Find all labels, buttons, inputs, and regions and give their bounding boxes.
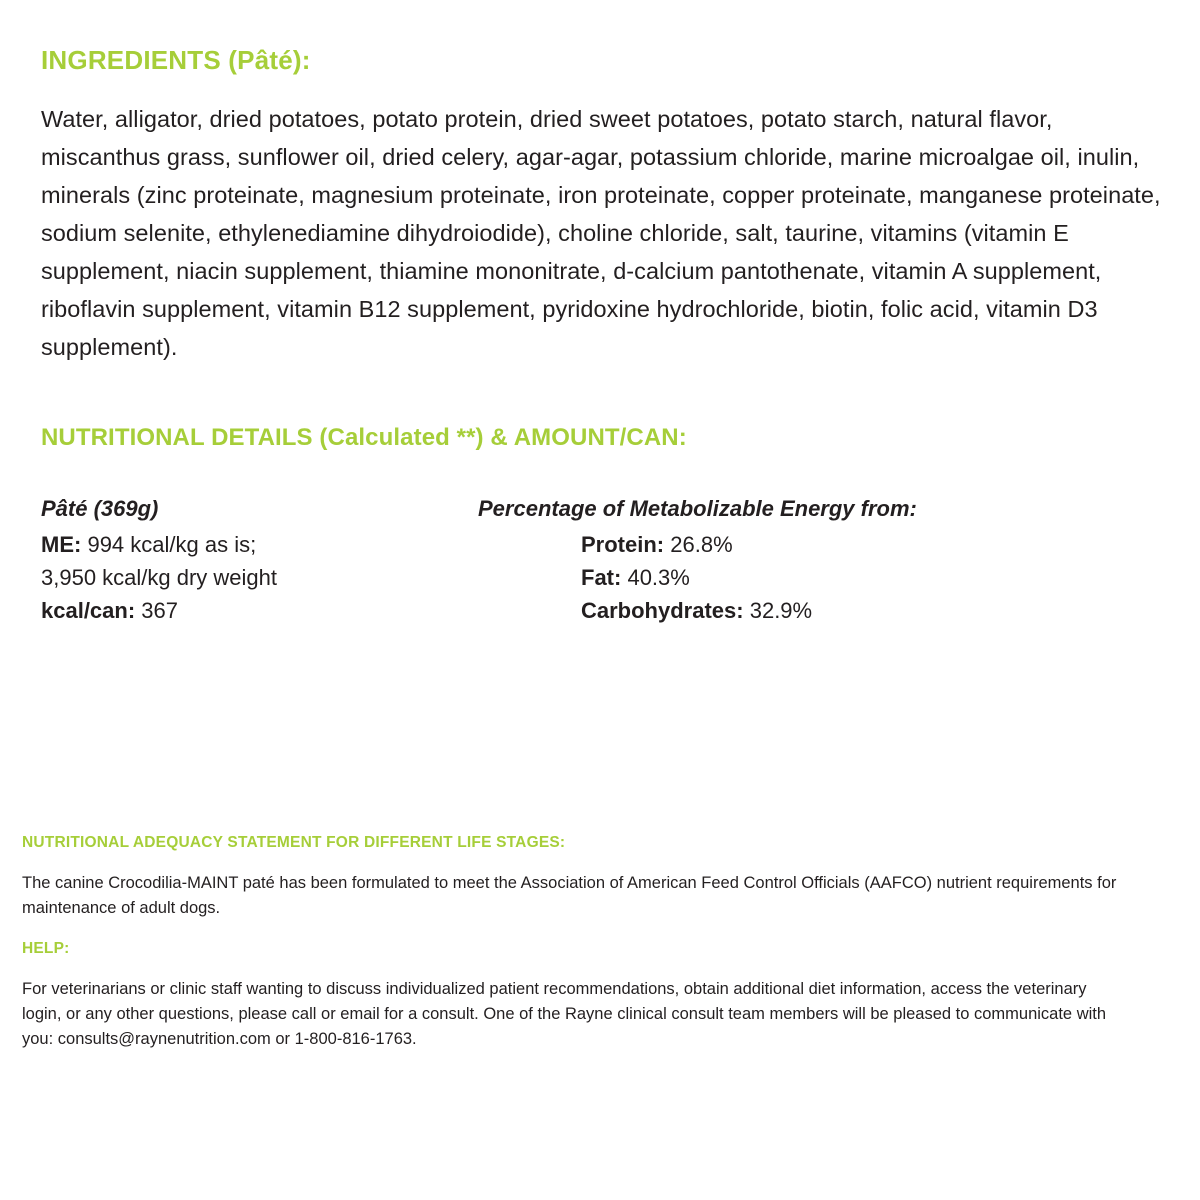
protein-label: Protein: [581,532,665,557]
nutrition-right-column [478,492,1176,627]
pate-weight-title: Pâté (369g) [41,496,159,521]
nutritional-details-section [41,422,1176,627]
kcal-per-can-line [41,594,478,627]
me-dry-weight-line: 3,950 kcal/kg dry weight [41,565,278,590]
me-line [41,528,478,561]
fat-label: Fat: [581,565,622,590]
ingredients-section [41,44,1176,389]
protein-line [478,528,1176,561]
kcal-per-can-value: 367 [141,598,179,623]
nutritional-details-heading: NUTRITIONAL DETAILS (Calculated **) & AMOUNT/CAN: [41,424,687,451]
help-heading: HELP: [22,940,70,957]
ingredients-heading: INGREDIENTS (Pâté): [41,45,311,75]
carbohydrates-value: 32.9% [749,598,813,623]
nutrition-left-column [41,492,478,627]
kcal-per-can-label: kcal/can: [41,598,136,623]
carbohydrates-line [478,594,1176,627]
nutritional-adequacy-section [22,832,1127,937]
fat-line [478,561,1176,594]
metabolizable-energy-title: Percentage of Metabolizable Energy from: [478,496,917,521]
carbohydrates-label: Carbohydrates: [581,598,744,623]
nutrition-columns [41,492,1176,627]
help-body: For veterinarians or clinic staff wanting to discuss individualized patient recommendations, obtain additional diet information, access the veterinary login, or any other questions, please call or email for a consult. One of the Rayne clinical consult team members will be pleased to communicate with you: consults@raynenutrition.com or 1-800-816-1763. [22,979,1107,1048]
nutritional-adequacy-heading: NUTRITIONAL ADEQUACY STATEMENT FOR DIFFERENT LIFE STAGES: [22,834,566,851]
me-label: ME: [41,532,82,557]
ingredients-body: Water, alligator, dried potatoes, potato protein, dried sweet potatoes, potato starch, natural flavor, miscanthus grass, sunflower oil, dried celery, agar-agar, potassium chloride, marine microalgae oil, inulin, minerals (zinc proteinate, magnesium proteinate, iron proteinate, copper proteinate, manganese proteinate, sodium selenite, ethylenediamine dihydroiodide), choline chloride, salt, taurine, vitamins (vitamin E supplement, niacin supplement, thiamine mononitrate, d-calcium pantothenate, vitamin A supplement, riboflavin supplement, vitamin B12 supplement, pyridoxine hydrochloride, biotin, folic acid, vitamin D3 supplement). [41,105,1161,360]
nutritional-adequacy-body: The canine Crocodilia-MAINT paté has been formulated to meet the Association of American Feed Control Officials (AAFCO) nutrient requirements for maintenance of adult dogs. [22,873,1117,917]
protein-value: 26.8% [670,532,733,557]
help-section [22,938,1127,1068]
fat-value: 40.3% [627,565,690,590]
me-value: 994 kcal/kg as is; [87,532,257,557]
